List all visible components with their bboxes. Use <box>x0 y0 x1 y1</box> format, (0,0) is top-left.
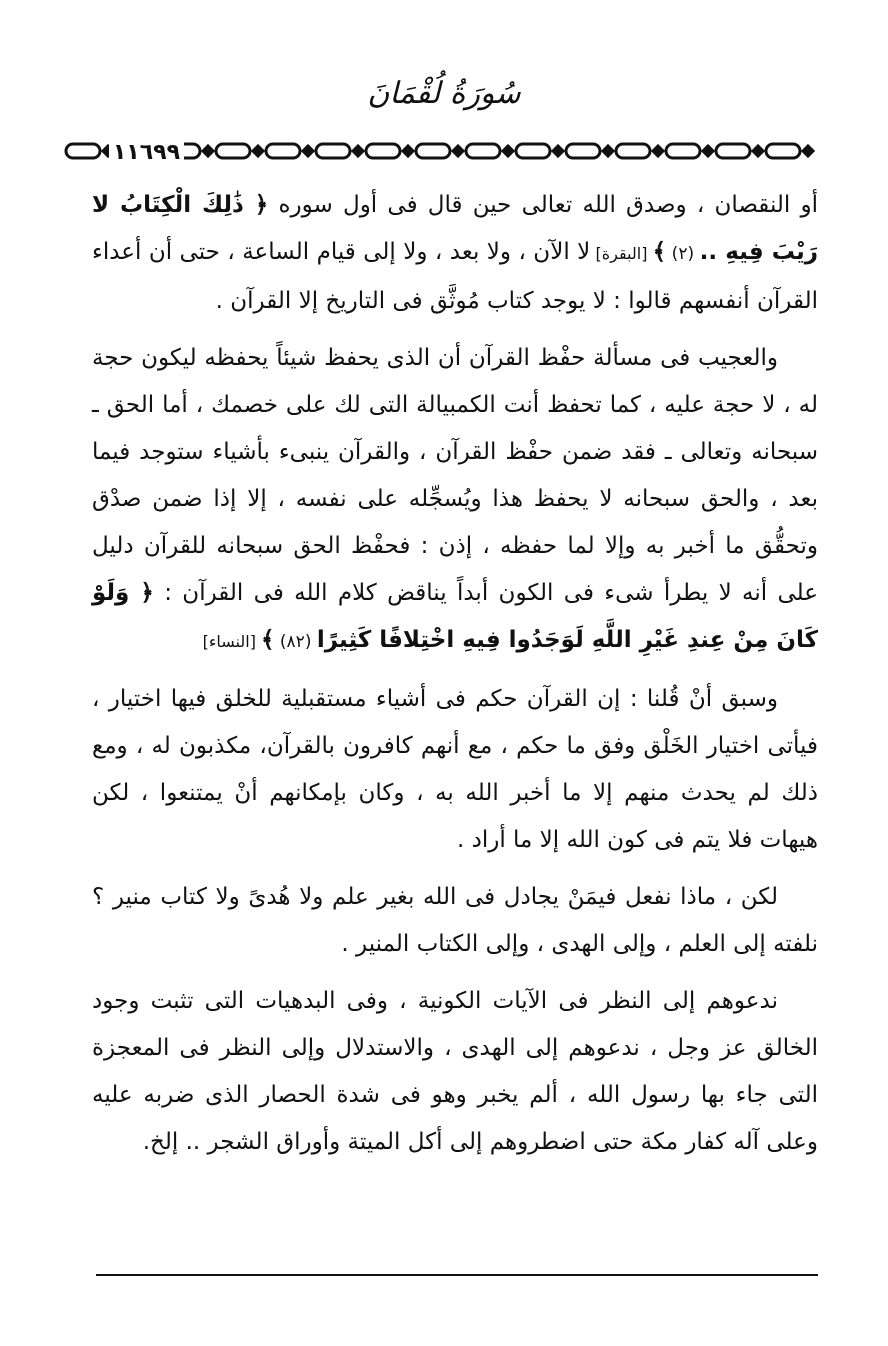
chain-link <box>566 144 600 158</box>
paragraph <box>92 874 818 968</box>
chain-diamond <box>253 146 263 156</box>
text-run: لا الآن ، ولا بعد ، ولا إلى قيام الساعة ، حتى أن أعداء القرآن أنفسهم قالوا : لا يوجد كتاب مُوثَّق فى التاريخ إلا القرآن . <box>92 239 818 314</box>
chain-link <box>766 144 800 158</box>
quran-verse: ﴿ ذَٰلِكَ الْكِتَابُ لا رَيْبَ فِيهِ .. <box>92 192 818 265</box>
chain-link <box>516 144 550 158</box>
text-run: لكن ، ماذا نفعل فيمَنْ يجادل فى الله بغير علم ولا هُدىً ولا كتاب منير ؟ نلفته إلى العلم ، وإلى الهدى ، وإلى الكتاب المنير . <box>92 884 818 957</box>
text-run: والعجيب فى مسألة حفْظ القرآن أن الذى يحفظ شيئاً يحفظه ليكون حجة له ، لا حجة عليه ، كما تحفظ أنت الكمبيالة التى لك على خصمك ، أما الحق ـ سبحانه وتعالى ـ فقد ضمن حفْظ القرآن ، والقرآن ينبىء بأشياء ستوجد فيما بعد ، والحق سبحانه لا يحفظ هذا ويُسجِّله على نفسه ، إلا إذا ضمن صدْق وتحقُّق ما أخبر به وإلا لما حفظه ، إذن : فحفْظ الحق سبحانه للقرآن دليل على أنه لا يطرأ شىء فى الكون أبداً يناقض كلام الله فى القرآن : <box>92 345 818 606</box>
chain-link <box>716 144 750 158</box>
chain-link <box>316 144 350 158</box>
chain-link <box>366 144 400 158</box>
chain-link <box>616 144 650 158</box>
quran-verse: ﴾ <box>261 627 275 653</box>
page-number: ١١٦٩٩ <box>109 140 184 165</box>
body-text <box>92 182 818 1176</box>
chain-diamond <box>653 146 663 156</box>
chain-diamond <box>453 146 463 156</box>
surah-reference: [البقرة] <box>590 244 653 263</box>
chain-diamond <box>403 146 413 156</box>
paragraph <box>92 978 818 1166</box>
chain-link <box>666 144 700 158</box>
chain-link <box>216 144 250 158</box>
chain-diamond <box>803 146 813 156</box>
chain-diamond <box>753 146 763 156</box>
verse-number: (٢) <box>666 244 700 264</box>
chain-link <box>266 144 300 158</box>
quran-verse: ﴿ وَلَوْ كَانَ مِنْ عِندِ غَيْرِ اللَّهِ لَوَجَدُوا فِيهِ اخْتِلافًا كَثِيرًا <box>92 580 818 653</box>
chain-link <box>66 144 100 158</box>
text-run: وسبق أنْ قُلنا : إن القرآن حكم فى أشياء مستقبلية للخلق فيها اختيار ، فيأتى اختيار الخَلْق وفق ما حكم ، مع أنهم كافرون بالقرآن، مكذبون له ، ومع ذلك لم يحدث منهم إلا ما أخبر الله به ، وكان بإمكانهم أنْ يمتنعوا ، لكن هيهات فلا يتم فى كون الله إلا ما أراد . <box>92 686 818 853</box>
chain-diamond <box>203 146 213 156</box>
chain-diamond <box>553 146 563 156</box>
chain-diamond <box>353 146 363 156</box>
chain-diamond <box>303 146 313 156</box>
paragraph <box>92 182 818 325</box>
footer-rule <box>96 1274 818 1276</box>
chain-diamond <box>603 146 613 156</box>
text-run: ندعوهم إلى النظر فى الآيات الكونية ، وفى البدهيات التى تثبت وجود الخالق عز وجل ، ندعوهم إلى الهدى ، والاستدلال وإلى النظر فى المعجزة التى جاء بها رسول الله ، ألم يخبر وهو فى شدة الحصار الذى ضربه عليه وعلى آله كفار مكة حتى اضطروهم إلى أكل الميتة وأوراق الشجر .. إلخ. <box>92 988 818 1155</box>
header-ornament-border <box>60 136 834 168</box>
text-run: أو النقصان ، وصدق الله تعالى حين قال فى أول سوره <box>268 192 818 218</box>
surah-reference: [النساء] <box>202 632 262 651</box>
paragraph <box>92 335 818 666</box>
chain-diamond <box>503 146 513 156</box>
chain-link <box>416 144 450 158</box>
surah-title: سُورَةُ لُقْمَانَ <box>367 76 521 111</box>
quran-verse: ﴾ <box>652 239 667 265</box>
chain-diamond <box>703 146 713 156</box>
chain-link <box>466 144 500 158</box>
paragraph <box>92 676 818 864</box>
verse-number: (٨٢) <box>274 632 317 652</box>
